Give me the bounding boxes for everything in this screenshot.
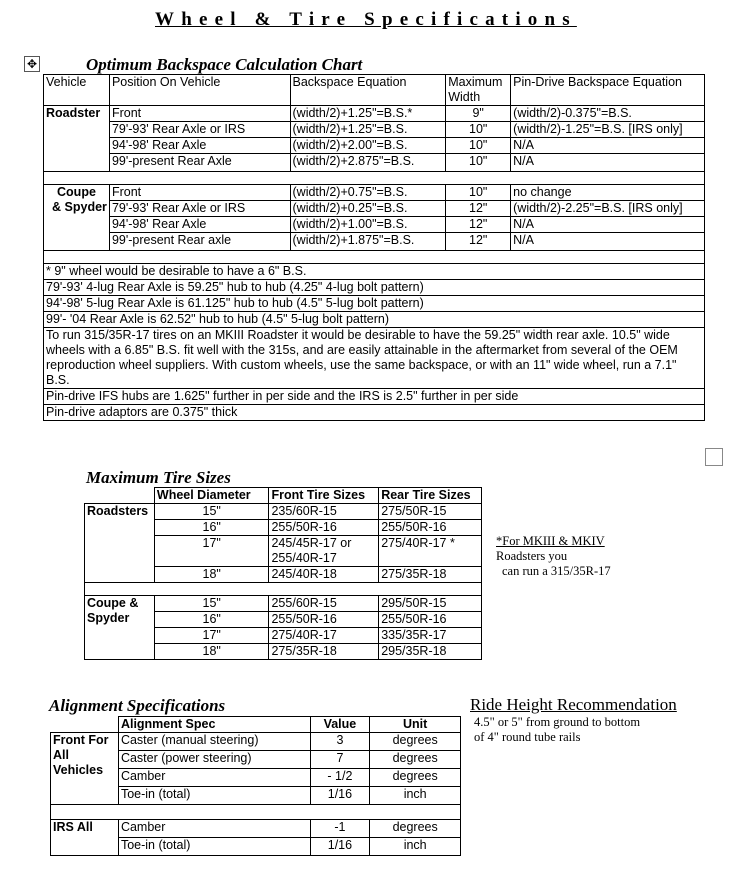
rear-tire-cell: 255/50R-16 bbox=[379, 612, 482, 628]
note-row bbox=[44, 312, 705, 328]
tire-label-roadsters: Roadsters bbox=[85, 504, 155, 583]
value-cell: 1/16 bbox=[310, 787, 370, 805]
equation-cell: (width/2)+2.875"=B.S. bbox=[290, 154, 446, 172]
header-rear-tire: Rear Tire Sizes bbox=[379, 488, 482, 504]
position-cell: 99'-present Rear Axle bbox=[109, 154, 290, 172]
value-cell: 1/16 bbox=[310, 838, 370, 856]
pin-drive-cell: N/A bbox=[511, 138, 705, 154]
diameter-cell: 16" bbox=[154, 612, 269, 628]
table-row bbox=[85, 504, 482, 520]
note-text: * 9" wheel would be desirable to have a 6" B.S. bbox=[44, 264, 705, 280]
spec-cell: Toe-in (total) bbox=[118, 838, 310, 856]
backspace-heading: Optimum Backspace Calculation Chart bbox=[86, 55, 363, 74]
note-row bbox=[44, 280, 705, 296]
front-label-line2: All bbox=[53, 748, 69, 762]
tire-sizes-heading: Maximum Tire Sizes bbox=[86, 468, 231, 487]
unit-cell: degrees bbox=[370, 820, 461, 838]
diameter-cell: 18" bbox=[154, 567, 269, 583]
header-unit: Unit bbox=[370, 717, 461, 733]
unit-cell: degrees bbox=[370, 733, 461, 751]
table-row bbox=[51, 820, 461, 838]
header-front-tire: Front Tire Sizes bbox=[269, 488, 379, 504]
spec-cell: Caster (power steering) bbox=[118, 751, 310, 769]
unit-cell: inch bbox=[370, 787, 461, 805]
alignment-table bbox=[50, 716, 461, 856]
front-label-line1: Front For bbox=[53, 733, 109, 747]
table-row bbox=[44, 122, 705, 138]
alignment-heading: Alignment Specifications bbox=[49, 696, 226, 715]
tire-coupe-line2: Spyder bbox=[87, 611, 130, 625]
alignment-label-front bbox=[51, 733, 119, 805]
ride-height-line1: 4.5" or 5" from ground to bottom bbox=[474, 715, 641, 729]
header-equation: Backspace Equation bbox=[290, 75, 446, 106]
pin-drive-cell: N/A bbox=[511, 217, 705, 233]
spacer-row bbox=[51, 805, 461, 820]
tire-footnote-line3: can run a 315/35R-17 bbox=[502, 564, 611, 578]
pin-drive-cell: (width/2)-0.375"=B.S. bbox=[511, 106, 705, 122]
diameter-cell: 15" bbox=[154, 596, 269, 612]
table-row bbox=[44, 106, 705, 122]
rear-tire-cell: 275/50R-15 bbox=[379, 504, 482, 520]
rear-tire-cell: 255/50R-16 bbox=[379, 520, 482, 536]
note-text: 99'- '04 Rear Axle is 62.52" hub to hub (4.5" 5-lug bolt pattern) bbox=[44, 312, 705, 328]
position-cell: Front bbox=[109, 185, 290, 201]
position-cell: 79'-93' Rear Axle or IRS bbox=[109, 201, 290, 217]
table-move-handle-icon[interactable]: ✥ bbox=[24, 56, 40, 72]
front-tire-cell: 245/45R-17 or 255/40R-17 bbox=[269, 536, 379, 567]
rear-tire-cell: 275/40R-17 * bbox=[379, 536, 482, 567]
diameter-cell: 16" bbox=[154, 520, 269, 536]
table-resize-handle[interactable] bbox=[705, 448, 723, 466]
diameter-cell: 17" bbox=[154, 536, 269, 567]
position-cell: 94'-98' Rear Axle bbox=[109, 138, 290, 154]
table-row bbox=[44, 233, 705, 251]
max-width-cell: 12" bbox=[446, 233, 511, 251]
header-max-width: Maximum Width bbox=[446, 75, 511, 106]
backspace-table bbox=[43, 74, 705, 421]
max-width-cell: 10" bbox=[446, 138, 511, 154]
spacer-row bbox=[44, 251, 705, 264]
table-row bbox=[44, 217, 705, 233]
tire-coupe-line1: Coupe & bbox=[87, 596, 139, 610]
header-position: Position On Vehicle bbox=[109, 75, 290, 106]
max-width-cell: 9" bbox=[446, 106, 511, 122]
pin-drive-cell: N/A bbox=[511, 154, 705, 172]
equation-cell: (width/2)+0.25"=B.S. bbox=[290, 201, 446, 217]
page-title: Wheel & Tire Specifications bbox=[155, 9, 577, 30]
header-alignment-spec: Alignment Spec bbox=[118, 717, 310, 733]
tire-footnote bbox=[496, 534, 611, 579]
tire-label-coupe bbox=[85, 596, 155, 660]
ride-height-heading: Ride Height Recommendation bbox=[470, 695, 677, 714]
front-tire-cell: 255/50R-16 bbox=[269, 612, 379, 628]
unit-cell: inch bbox=[370, 838, 461, 856]
coupe-label-line2: & Spyder bbox=[52, 200, 107, 214]
note-row bbox=[44, 296, 705, 312]
note-row bbox=[44, 405, 705, 421]
value-cell: 7 bbox=[310, 751, 370, 769]
equation-cell: (width/2)+2.00"=B.S. bbox=[290, 138, 446, 154]
table-row bbox=[85, 596, 482, 612]
front-tire-cell: 245/40R-18 bbox=[269, 567, 379, 583]
tire-footnote-line1: *For MKIII & MKIV bbox=[496, 534, 605, 548]
spacer-row bbox=[44, 172, 705, 185]
max-width-cell: 12" bbox=[446, 217, 511, 233]
tire-footnote-line2: Roadsters you bbox=[496, 549, 568, 563]
note-text: 94'-98' 5-lug Rear Axle is 61.125" hub to hub (4.5" 5-lug bolt pattern) bbox=[44, 296, 705, 312]
vehicle-label-roadster: Roadster bbox=[44, 106, 110, 172]
max-width-cell: 10" bbox=[446, 154, 511, 172]
equation-cell: (width/2)+0.75"=B.S. bbox=[290, 185, 446, 201]
value-cell: - 1/2 bbox=[310, 769, 370, 787]
max-width-cell: 10" bbox=[446, 185, 511, 201]
position-cell: 99'-present Rear axle bbox=[109, 233, 290, 251]
alignment-label-irs: IRS All bbox=[51, 820, 119, 856]
note-row bbox=[44, 264, 705, 280]
note-text: 79'-93' 4-lug Rear Axle is 59.25" hub to hub (4.25" 4-lug bolt pattern) bbox=[44, 280, 705, 296]
rear-tire-cell: 275/35R-18 bbox=[379, 567, 482, 583]
spacer-row bbox=[85, 583, 482, 596]
table-row bbox=[44, 185, 705, 201]
coupe-label-line1: Coupe bbox=[57, 185, 96, 199]
equation-cell: (width/2)+1.00"=B.S. bbox=[290, 217, 446, 233]
note-text-mkiii: To run 315/35R-17 tires on an MKIII Roadster it would be desirable to have the 59.25" width rear axle. 10.5" wide wheels with a 6.85" B.S. fit well with the 315s, and are easily attainable in the aftermarket from several of the OEM reproduction wheel suppliers. With custom wheels, use the same backspace, or with an 11" wide wheel, run a 7.1" B.S. bbox=[44, 328, 705, 389]
tire-sizes-table bbox=[84, 487, 482, 660]
ride-height-line2: of 4" round tube rails bbox=[474, 730, 581, 744]
equation-cell: (width/2)+1.25"=B.S.* bbox=[290, 106, 446, 122]
alignment-header-row bbox=[51, 717, 461, 733]
max-width-cell: 10" bbox=[446, 122, 511, 138]
spec-cell: Camber bbox=[118, 820, 310, 838]
tire-header-row bbox=[85, 488, 482, 504]
front-tire-cell: 235/60R-15 bbox=[269, 504, 379, 520]
unit-cell: degrees bbox=[370, 769, 461, 787]
header-value: Value bbox=[310, 717, 370, 733]
note-text: Pin-drive IFS hubs are 1.625" further in per side and the IRS is 2.5" further in per side bbox=[44, 389, 705, 405]
note-row bbox=[44, 389, 705, 405]
position-cell: 94'-98' Rear Axle bbox=[109, 217, 290, 233]
value-cell: 3 bbox=[310, 733, 370, 751]
note-text: Pin-drive adaptors are 0.375" thick bbox=[44, 405, 705, 421]
pin-drive-cell: no change bbox=[511, 185, 705, 201]
diameter-cell: 15" bbox=[154, 504, 269, 520]
front-tire-cell: 275/40R-17 bbox=[269, 628, 379, 644]
ride-height-text bbox=[474, 715, 640, 745]
backspace-header-row bbox=[44, 75, 705, 106]
header-pin-drive: Pin-Drive Backspace Equation bbox=[511, 75, 705, 106]
spec-cell: Toe-in (total) bbox=[118, 787, 310, 805]
front-label-line3: Vehicles bbox=[53, 763, 104, 777]
diameter-cell: 17" bbox=[154, 628, 269, 644]
position-cell: Front bbox=[109, 106, 290, 122]
table-row bbox=[44, 154, 705, 172]
front-tire-cell: 255/60R-15 bbox=[269, 596, 379, 612]
rear-tire-cell: 295/35R-18 bbox=[379, 644, 482, 660]
spec-cell: Camber bbox=[118, 769, 310, 787]
rear-tire-cell: 295/50R-15 bbox=[379, 596, 482, 612]
pin-drive-cell: (width/2)-2.25"=B.S. [IRS only] bbox=[511, 201, 705, 217]
note-row bbox=[44, 328, 705, 389]
max-width-cell: 12" bbox=[446, 201, 511, 217]
pin-drive-cell: (width/2)-1.25"=B.S. [IRS only] bbox=[511, 122, 705, 138]
pin-drive-cell: N/A bbox=[511, 233, 705, 251]
value-cell: -1 bbox=[310, 820, 370, 838]
diameter-cell: 18" bbox=[154, 644, 269, 660]
vehicle-label-coupe bbox=[44, 185, 110, 251]
table-row bbox=[51, 733, 461, 751]
position-cell: 79'-93' Rear Axle or IRS bbox=[109, 122, 290, 138]
header-vehicle: Vehicle bbox=[44, 75, 110, 106]
front-tire-cell: 255/50R-16 bbox=[269, 520, 379, 536]
equation-cell: (width/2)+1.25"=B.S. bbox=[290, 122, 446, 138]
equation-cell: (width/2)+1.875"=B.S. bbox=[290, 233, 446, 251]
spec-cell: Caster (manual steering) bbox=[118, 733, 310, 751]
rear-tire-cell: 335/35R-17 bbox=[379, 628, 482, 644]
header-wheel-diameter: Wheel Diameter bbox=[154, 488, 269, 504]
unit-cell: degrees bbox=[370, 751, 461, 769]
front-tire-cell: 275/35R-18 bbox=[269, 644, 379, 660]
table-row bbox=[44, 201, 705, 217]
table-row bbox=[44, 138, 705, 154]
